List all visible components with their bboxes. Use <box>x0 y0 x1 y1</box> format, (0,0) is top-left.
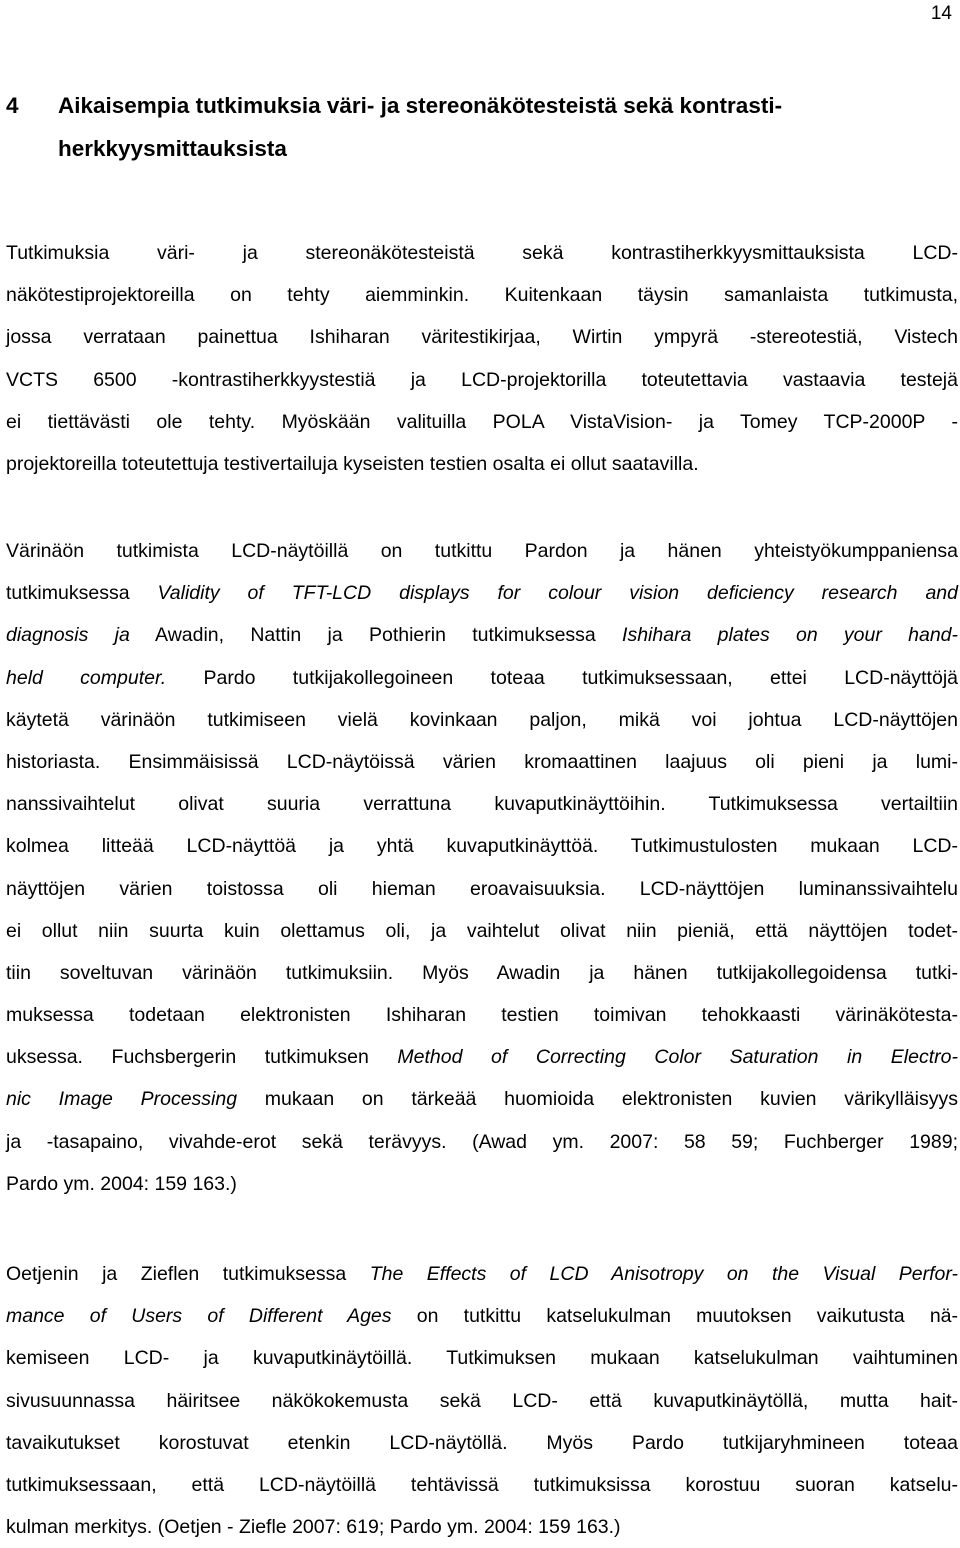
text-run: näkötestiprojektoreilla on tehty aiemminkin. Kuitenkaan täysin samanlaista tutkimusta, <box>6 284 958 307</box>
text-run: tutkimuksessaan, että LCD-näytöillä tehtävissä tutkimuksissa korostuu suoran katselu- <box>6 1473 958 1496</box>
text-line <box>6 530 958 572</box>
text-run: kemiseen LCD- ja kuvaputkinäytöillä. Tutkimuksen mukaan katselukulman vaihtuminen <box>6 1347 958 1370</box>
section-number: 4 <box>6 93 19 118</box>
text-run: ja -tasapaino, vivahde-erot sekä terävyys. (Awad ym. 2007: 58 59; Fuchberger 1989; <box>6 1130 958 1153</box>
text-run: on tutkittu katselukulman muutoksen vaikutusta nä- <box>391 1305 959 1328</box>
text-line <box>6 1121 958 1163</box>
page-number: 14 <box>930 3 952 24</box>
text-line <box>6 952 958 994</box>
text-run: Oetjenin ja Zieflen tutkimuksessa <box>6 1263 370 1285</box>
text-line <box>6 232 958 274</box>
text-line <box>6 614 958 656</box>
italic-title-text: mance of Users of Different Ages <box>6 1305 392 1328</box>
text-run: historiasta. Ensimmäisissä LCD-näytöissä värien kromaattinen laajuus oli pieni ja lumi- <box>6 750 958 773</box>
text-run: ei ollut niin suurta kuin olettamus oli, ja vaihtelut olivat niin pieniä, että näyttöjen todet- <box>6 919 958 942</box>
text-line <box>6 741 958 783</box>
text-line <box>6 868 958 910</box>
text-run: Pardo ym. 2004: 159 163.) <box>6 1172 237 1195</box>
text-run: tutkimuksessa <box>6 582 158 605</box>
text-run: kolmea litteää LCD-näyttöä ja yhtä kuvaputkinäyttöä. Tutkimustulosten mukaan LCD- <box>6 835 958 858</box>
text-line <box>6 1163 958 1205</box>
text-line <box>6 1078 958 1120</box>
italic-title-text: Method of Correcting Color Saturation in Electro- <box>397 1046 958 1069</box>
text-run: tiin soveltuvan värinäön tutkimuksiin. Myös Awadin ja hänen tutkijakollegoidensa tutki- <box>6 961 958 984</box>
italic-title-text: The Effects of LCD Anisotropy on the Visual Perfor- <box>369 1263 958 1285</box>
text-run: projektoreilla toteutettuja testivertailuja kyseisten testien osalta ei ollut saatavilla. <box>6 452 699 475</box>
paragraph-1 <box>6 232 958 485</box>
text-run: näyttöjen värien toistossa oli hieman eroavaisuuksia. LCD-näyttöjen luminanssivaihtelu <box>6 877 958 900</box>
text-run: tavaikutukset korostuvat etenkin LCD-näytöllä. Myös Pardo tutkijaryhmineen toteaa <box>6 1431 958 1454</box>
text-line <box>6 783 958 825</box>
text-line <box>6 1337 958 1379</box>
text-run: jossa verrataan painettua Ishiharan väritestikirjaa, Wirtin ympyrä -stereotestiä, Vistech <box>6 326 958 349</box>
text-run: muksessa todetaan elektronisten Ishiharan testien toimivan tehokkaasti värinäkötesta- <box>6 1004 958 1027</box>
paragraph-2 <box>6 530 958 1205</box>
section-title-line-1: Aikaisempia tutkimuksia väri- ja stereonäkötesteistä sekä kontrasti- <box>58 93 783 118</box>
section-title-line-2: herkkyysmittauksista <box>58 136 287 161</box>
text-run: ei tiettävästi ole tehty. Myöskään valituilla POLA VistaVision- ja Tomey TCP-2000P - <box>6 410 958 433</box>
text-line <box>6 572 958 614</box>
text-line <box>6 443 958 485</box>
text-run: mukaan on tärkeää huomioida elektronisten kuvien värikylläisyys <box>237 1088 958 1111</box>
italic-title-text: held computer. <box>6 666 167 689</box>
text-line <box>6 910 958 952</box>
text-run: sivusuunnassa häiritsee näkökokemusta sekä LCD- että kuvaputkinäytöllä, mutta hait- <box>6 1389 958 1412</box>
text-line <box>6 1380 958 1422</box>
text-line <box>6 274 958 316</box>
text-line <box>6 657 958 699</box>
text-run: Awadin, Nattin ja Pothierin tutkimuksessa <box>129 624 623 647</box>
text-line <box>6 994 958 1036</box>
italic-title-text: diagnosis ja <box>6 624 130 647</box>
section-heading <box>6 84 954 170</box>
text-run: uksessa. Fuchsbergerin tutkimuksen <box>6 1046 398 1069</box>
italic-title-text: Validity of TFT-LCD displays for colour vision deficiency research and <box>157 582 958 605</box>
text-line <box>6 1422 958 1464</box>
paragraph-3 <box>6 1253 958 1548</box>
text-line <box>6 1036 958 1078</box>
text-run: VCTS 6500 -kontrastiherkkyystestiä ja LCD-projektorilla toteutettavia vastaavia testejä <box>6 368 958 391</box>
text-line <box>6 825 958 867</box>
text-line <box>6 1506 958 1548</box>
text-line <box>6 1464 958 1506</box>
text-run: käytetä värinäön tutkimiseen vielä kovinkaan paljon, mikä voi johtua LCD-näyttöjen <box>6 708 958 731</box>
text-line <box>6 1253 958 1295</box>
text-run: Pardo tutkijakollegoineen toteaa tutkimuksessaan, ettei LCD-näyttöjä <box>166 666 958 689</box>
text-run: Värinäön tutkimista LCD-näytöillä on tutkittu Pardon ja hänen yhteistyökumppaniensa <box>6 540 958 562</box>
text-run: nanssivaihtelut olivat suuria verrattuna kuvaputkinäyttöihin. Tutkimuksessa vertailtiin <box>6 793 958 816</box>
italic-title-text: nic Image Processing <box>6 1088 238 1111</box>
text-line <box>6 1295 958 1337</box>
text-run: Tutkimuksia väri- ja stereonäkötesteistä sekä kontrastiherkkyysmittauksista LCD- <box>6 242 958 264</box>
text-run: kulman merkitys. (Oetjen - Ziefle 2007: 619; Pardo ym. 2004: 159 163.) <box>6 1516 621 1539</box>
text-line <box>6 359 958 401</box>
text-line <box>6 316 958 358</box>
text-line <box>6 699 958 741</box>
italic-title-text: Ishihara plates on your hand- <box>622 624 959 647</box>
text-line <box>6 401 958 443</box>
